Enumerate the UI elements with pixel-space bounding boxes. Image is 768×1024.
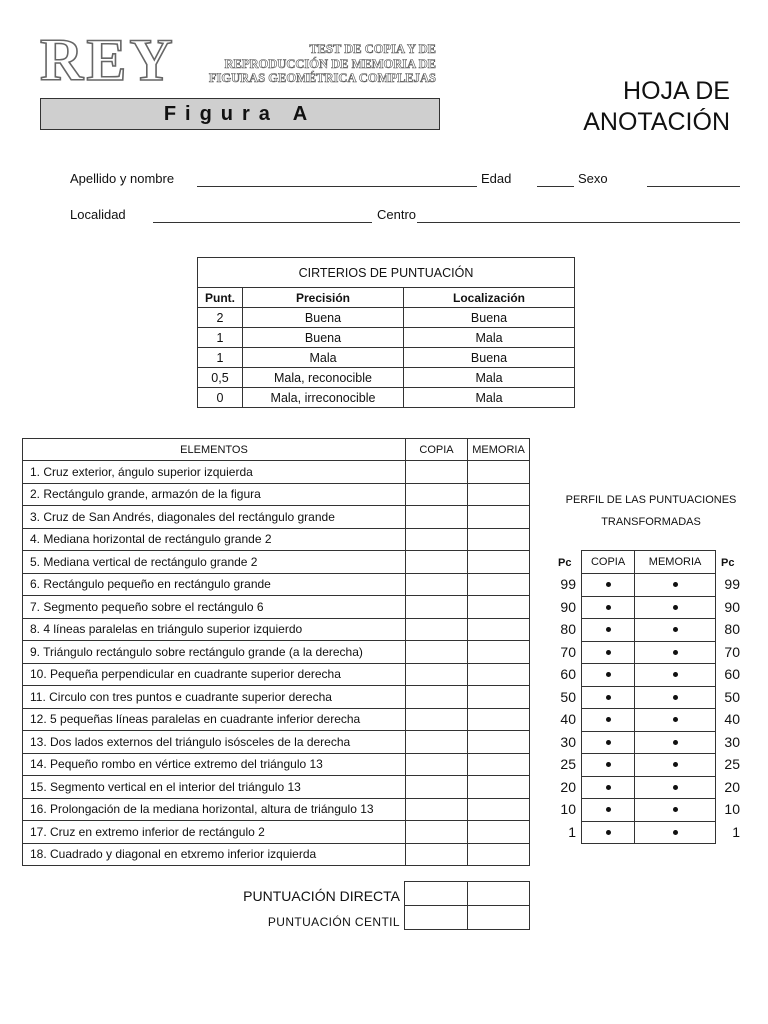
element-memory-cell[interactable] — [468, 551, 530, 574]
profile-copy-dot[interactable] — [582, 754, 635, 777]
criteria-cell: Buena — [243, 308, 404, 328]
dot-icon — [606, 605, 611, 610]
locality-field[interactable] — [153, 222, 372, 223]
dot-icon — [606, 717, 611, 722]
element-memory-cell[interactable] — [468, 461, 530, 484]
profile-memory-dot[interactable] — [635, 574, 716, 597]
profile-row — [582, 641, 716, 664]
direct-score-label: PUNTUACIÓN DIRECTA — [243, 888, 400, 904]
element-row — [23, 551, 530, 574]
element-memory-cell[interactable] — [468, 821, 530, 844]
profile-memory-dot[interactable] — [635, 754, 716, 777]
profile-memory-dot[interactable] — [635, 686, 716, 709]
element-label: 5. Mediana vertical de rectángulo grande 2 — [23, 551, 406, 574]
pc-scale-right — [718, 573, 740, 843]
element-label: 3. Cruz de San Andrés, diagonales del rectángulo grande — [23, 506, 406, 529]
pc-label-left: Pc — [558, 557, 572, 569]
elements-table — [22, 438, 530, 866]
criteria-cell: Mala — [404, 328, 575, 348]
profile-memory-dot[interactable] — [635, 821, 716, 844]
name-field[interactable] — [197, 186, 477, 187]
age-field[interactable] — [537, 186, 574, 187]
dot-icon — [673, 717, 678, 722]
element-copy-cell[interactable] — [406, 686, 468, 709]
profile-copy-dot[interactable] — [582, 574, 635, 597]
profile-row — [582, 664, 716, 687]
profile-row — [582, 731, 716, 754]
profile-row — [582, 709, 716, 732]
subtitle-line-1: TEST DE COPIA Y DE — [309, 42, 436, 56]
element-copy-cell[interactable] — [406, 753, 468, 776]
criteria-cell: Mala, reconocible — [243, 368, 404, 388]
age-label: Edad — [481, 171, 512, 186]
element-row — [23, 708, 530, 731]
element-row — [23, 686, 530, 709]
element-label: 13. Dos lados externos del triángulo isósceles de la derecha — [23, 731, 406, 754]
element-memory-cell[interactable] — [468, 483, 530, 506]
element-label: 8. 4 líneas paralelas en triángulo superior izquierdo — [23, 618, 406, 641]
dot-icon — [606, 627, 611, 632]
profile-copy-dot[interactable] — [582, 731, 635, 754]
subtitle-line-3: FIGURAS GEOMÉTRICA COMPLEJAS — [208, 71, 436, 85]
element-row — [23, 798, 530, 821]
criteria-row — [198, 388, 575, 408]
criteria-cell: 0,5 — [198, 368, 243, 388]
dot-icon — [606, 672, 611, 677]
profile-memory-dot[interactable] — [635, 776, 716, 799]
element-label: 7. Segmento pequeño sobre el rectángulo 6 — [23, 596, 406, 619]
profile-memory-dot[interactable] — [635, 664, 716, 687]
profile-copy-dot[interactable] — [582, 641, 635, 664]
criteria-cell: Mala — [243, 348, 404, 368]
pc-right-value: 99 — [724, 576, 740, 592]
sex-field[interactable] — [647, 186, 740, 187]
element-label: 18. Cuadrado y diagonal en etxremo inferior izquierda — [23, 843, 406, 866]
pc-right-value: 50 — [724, 688, 740, 705]
pc-left-value: 70 — [560, 643, 576, 660]
profile-memory-header: MEMORIA — [635, 551, 716, 574]
profile-title — [553, 489, 749, 533]
test-subtitle — [178, 42, 436, 86]
profile-copy-dot[interactable] — [582, 821, 635, 844]
centil-score-label: PUNTUACIÓN CENTIL — [267, 915, 400, 929]
sex-label: Sexo — [578, 171, 608, 186]
profile-memory-dot[interactable] — [635, 619, 716, 642]
pc-left-value: 80 — [560, 621, 576, 637]
pc-scale-left — [546, 573, 576, 843]
element-row — [23, 573, 530, 596]
profile-table — [581, 550, 716, 844]
dot-icon — [673, 605, 678, 610]
element-row — [23, 776, 530, 799]
element-row — [23, 461, 530, 484]
dot-icon — [673, 650, 678, 655]
dot-icon — [606, 582, 611, 587]
element-copy-cell[interactable] — [406, 821, 468, 844]
profile-row — [582, 596, 716, 619]
pc-right-value: 25 — [724, 756, 740, 772]
element-label: 9. Triángulo rectángulo sobre rectángulo grande (a la derecha) — [23, 641, 406, 664]
element-label: 10. Pequeña perpendicular en cuadrante superior derecha — [23, 663, 406, 686]
dot-icon — [606, 785, 611, 790]
element-label: 16. Prolongación de la mediana horizontal, altura de triángulo 13 — [23, 798, 406, 821]
criteria-table — [197, 257, 575, 408]
profile-row — [582, 754, 716, 777]
element-copy-cell[interactable] — [406, 731, 468, 754]
element-label: 6. Rectángulo pequeño en rectángulo grande — [23, 573, 406, 596]
dot-icon — [606, 695, 611, 700]
criteria-row — [198, 308, 575, 328]
element-copy-cell[interactable] — [406, 461, 468, 484]
profile-copy-dot[interactable] — [582, 799, 635, 822]
criteria-cell: Buena — [243, 328, 404, 348]
pc-left-value: 50 — [560, 688, 576, 705]
profile-row — [582, 776, 716, 799]
element-memory-cell[interactable] — [468, 843, 530, 866]
profile-row — [582, 686, 716, 709]
dot-icon — [673, 740, 678, 745]
element-memory-cell[interactable] — [468, 776, 530, 799]
element-row — [23, 753, 530, 776]
pc-left-value: 25 — [560, 756, 576, 772]
element-row — [23, 618, 530, 641]
element-memory-cell[interactable] — [468, 798, 530, 821]
pc-left-value: 40 — [560, 711, 576, 727]
element-label: 2. Rectángulo grande, armazón de la figura — [23, 483, 406, 506]
profile-row — [582, 574, 716, 597]
name-label: Apellido y nombre — [70, 171, 175, 186]
copy-header: COPIA — [406, 439, 468, 461]
profile-copy-dot[interactable] — [582, 709, 635, 732]
criteria-title: CIRTERIOS DE PUNTUACIÓN — [198, 258, 575, 288]
pc-left-value: 99 — [560, 576, 576, 592]
pc-right-value: 80 — [724, 621, 740, 637]
element-row — [23, 506, 530, 529]
memory-header: MEMORIA — [468, 439, 530, 461]
profile-copy-dot[interactable] — [582, 619, 635, 642]
element-copy-cell[interactable] — [406, 618, 468, 641]
criteria-cell: Buena — [404, 348, 575, 368]
dot-icon — [673, 830, 678, 835]
element-copy-cell[interactable] — [406, 551, 468, 574]
direct-memory-cell[interactable] — [467, 882, 530, 906]
pc-right-value: 70 — [724, 643, 740, 660]
profile-memory-dot[interactable] — [635, 709, 716, 732]
element-label: 17. Cruz en extremo inferior de rectángulo 2 — [23, 821, 406, 844]
element-memory-cell[interactable] — [468, 528, 530, 551]
element-row — [23, 663, 530, 686]
element-row — [23, 821, 530, 844]
dot-icon — [673, 672, 678, 677]
element-label: 15. Segmento vertical en el interior del triángulo 13 — [23, 776, 406, 799]
element-memory-cell[interactable] — [468, 663, 530, 686]
element-label: 14. Pequeño rombo en vértice extremo del triángulo 13 — [23, 753, 406, 776]
centil-memory-cell[interactable] — [467, 906, 530, 930]
profile-copy-dot[interactable] — [582, 686, 635, 709]
element-row — [23, 528, 530, 551]
element-memory-cell[interactable] — [468, 618, 530, 641]
dot-icon — [673, 695, 678, 700]
element-memory-cell[interactable] — [468, 596, 530, 619]
element-memory-cell[interactable] — [468, 708, 530, 731]
pc-right-value: 40 — [724, 711, 740, 727]
profile-copy-dot[interactable] — [582, 664, 635, 687]
dot-icon — [673, 762, 678, 767]
pc-right-value: 60 — [724, 666, 740, 682]
pc-left-value: 30 — [560, 733, 576, 750]
element-memory-cell[interactable] — [468, 506, 530, 529]
criteria-cell: Mala — [404, 388, 575, 408]
criteria-cell: 0 — [198, 388, 243, 408]
criteria-row — [198, 368, 575, 388]
profile-row — [582, 619, 716, 642]
profile-row — [582, 799, 716, 822]
element-label: 1. Cruz exterior, ángulo superior izquierda — [23, 461, 406, 484]
element-copy-cell[interactable] — [406, 506, 468, 529]
center-label: Centro — [377, 207, 417, 222]
element-memory-cell[interactable] — [468, 686, 530, 709]
profile-title-line-1: PERFIL DE LAS PUNTUACIONES — [565, 494, 737, 506]
dot-icon — [673, 807, 678, 812]
criteria-cell: 2 — [198, 308, 243, 328]
locality-label: Localidad — [70, 207, 126, 222]
direct-copy-cell[interactable] — [405, 882, 468, 906]
pc-left-value: 1 — [568, 823, 576, 840]
pc-right-value: 30 — [724, 733, 740, 750]
centil-copy-cell[interactable] — [405, 906, 468, 930]
profile-copy-dot[interactable] — [582, 596, 635, 619]
element-memory-cell[interactable] — [468, 641, 530, 664]
sheet-title — [560, 76, 730, 138]
element-copy-cell[interactable] — [406, 798, 468, 821]
element-label: 11. Circulo con tres puntos e cuadrante superior derecha — [23, 686, 406, 709]
criteria-cell: Mala — [404, 368, 575, 388]
pc-left-value: 90 — [560, 598, 576, 615]
profile-row — [582, 821, 716, 844]
dot-icon — [606, 830, 611, 835]
elements-header: ELEMENTOS — [23, 439, 406, 461]
element-label: 4. Mediana horizontal de rectángulo grande 2 — [23, 528, 406, 551]
dot-icon — [606, 762, 611, 767]
center-field[interactable] — [417, 222, 740, 223]
element-row — [23, 483, 530, 506]
element-copy-cell[interactable] — [406, 843, 468, 866]
profile-memory-dot[interactable] — [635, 596, 716, 619]
rey-logo: REY — [40, 27, 176, 93]
dot-icon — [673, 627, 678, 632]
score-table — [404, 881, 530, 930]
pc-left-value: 60 — [560, 666, 576, 682]
subtitle-line-2: REPRODUCCIÓN DE MEMORIA DE — [224, 56, 436, 71]
element-row — [23, 596, 530, 619]
pc-right-value: 20 — [724, 778, 740, 795]
profile-copy-header: COPIA — [582, 551, 635, 574]
pc-left-value: 20 — [560, 778, 576, 795]
dot-icon — [673, 582, 678, 587]
profile-memory-dot[interactable] — [635, 731, 716, 754]
element-row — [23, 731, 530, 754]
criteria-row — [198, 348, 575, 368]
profile-memory-dot[interactable] — [635, 641, 716, 664]
dot-icon — [606, 807, 611, 812]
criteria-header-precision: Precisión — [243, 288, 404, 308]
criteria-cell: 1 — [198, 348, 243, 368]
sheet-title-line-2: ANOTACIÓN — [583, 108, 730, 136]
element-memory-cell[interactable] — [468, 573, 530, 596]
dot-icon — [606, 740, 611, 745]
criteria-header-localizacion: Localización — [404, 288, 575, 308]
pc-right-value: 1 — [732, 823, 740, 840]
criteria-row — [198, 328, 575, 348]
element-copy-cell[interactable] — [406, 596, 468, 619]
element-copy-cell[interactable] — [406, 483, 468, 506]
criteria-cell: Buena — [404, 308, 575, 328]
element-copy-cell[interactable] — [406, 663, 468, 686]
pc-left-value: 10 — [560, 801, 576, 817]
element-row — [23, 843, 530, 866]
element-copy-cell[interactable] — [406, 776, 468, 799]
element-row — [23, 641, 530, 664]
element-memory-cell[interactable] — [468, 753, 530, 776]
element-memory-cell[interactable] — [468, 731, 530, 754]
element-label: 12. 5 pequeñas líneas paralelas en cuadrante inferior derecha — [23, 708, 406, 731]
pc-label-right: Pc — [721, 557, 735, 569]
pc-right-value: 10 — [724, 801, 740, 817]
figure-label: Figura A — [40, 98, 440, 130]
profile-copy-dot[interactable] — [582, 776, 635, 799]
element-copy-cell[interactable] — [406, 528, 468, 551]
sheet-title-line-1: HOJA DE — [623, 77, 730, 105]
dot-icon — [673, 785, 678, 790]
dot-icon — [606, 650, 611, 655]
pc-right-value: 90 — [724, 598, 740, 615]
element-copy-cell[interactable] — [406, 573, 468, 596]
profile-memory-dot[interactable] — [635, 799, 716, 822]
element-copy-cell[interactable] — [406, 641, 468, 664]
profile-title-line-2: TRANSFORMADAS — [601, 516, 701, 528]
criteria-header-punt: Punt. — [198, 288, 243, 308]
criteria-cell: Mala, irreconocible — [243, 388, 404, 408]
criteria-cell: 1 — [198, 328, 243, 348]
element-copy-cell[interactable] — [406, 708, 468, 731]
